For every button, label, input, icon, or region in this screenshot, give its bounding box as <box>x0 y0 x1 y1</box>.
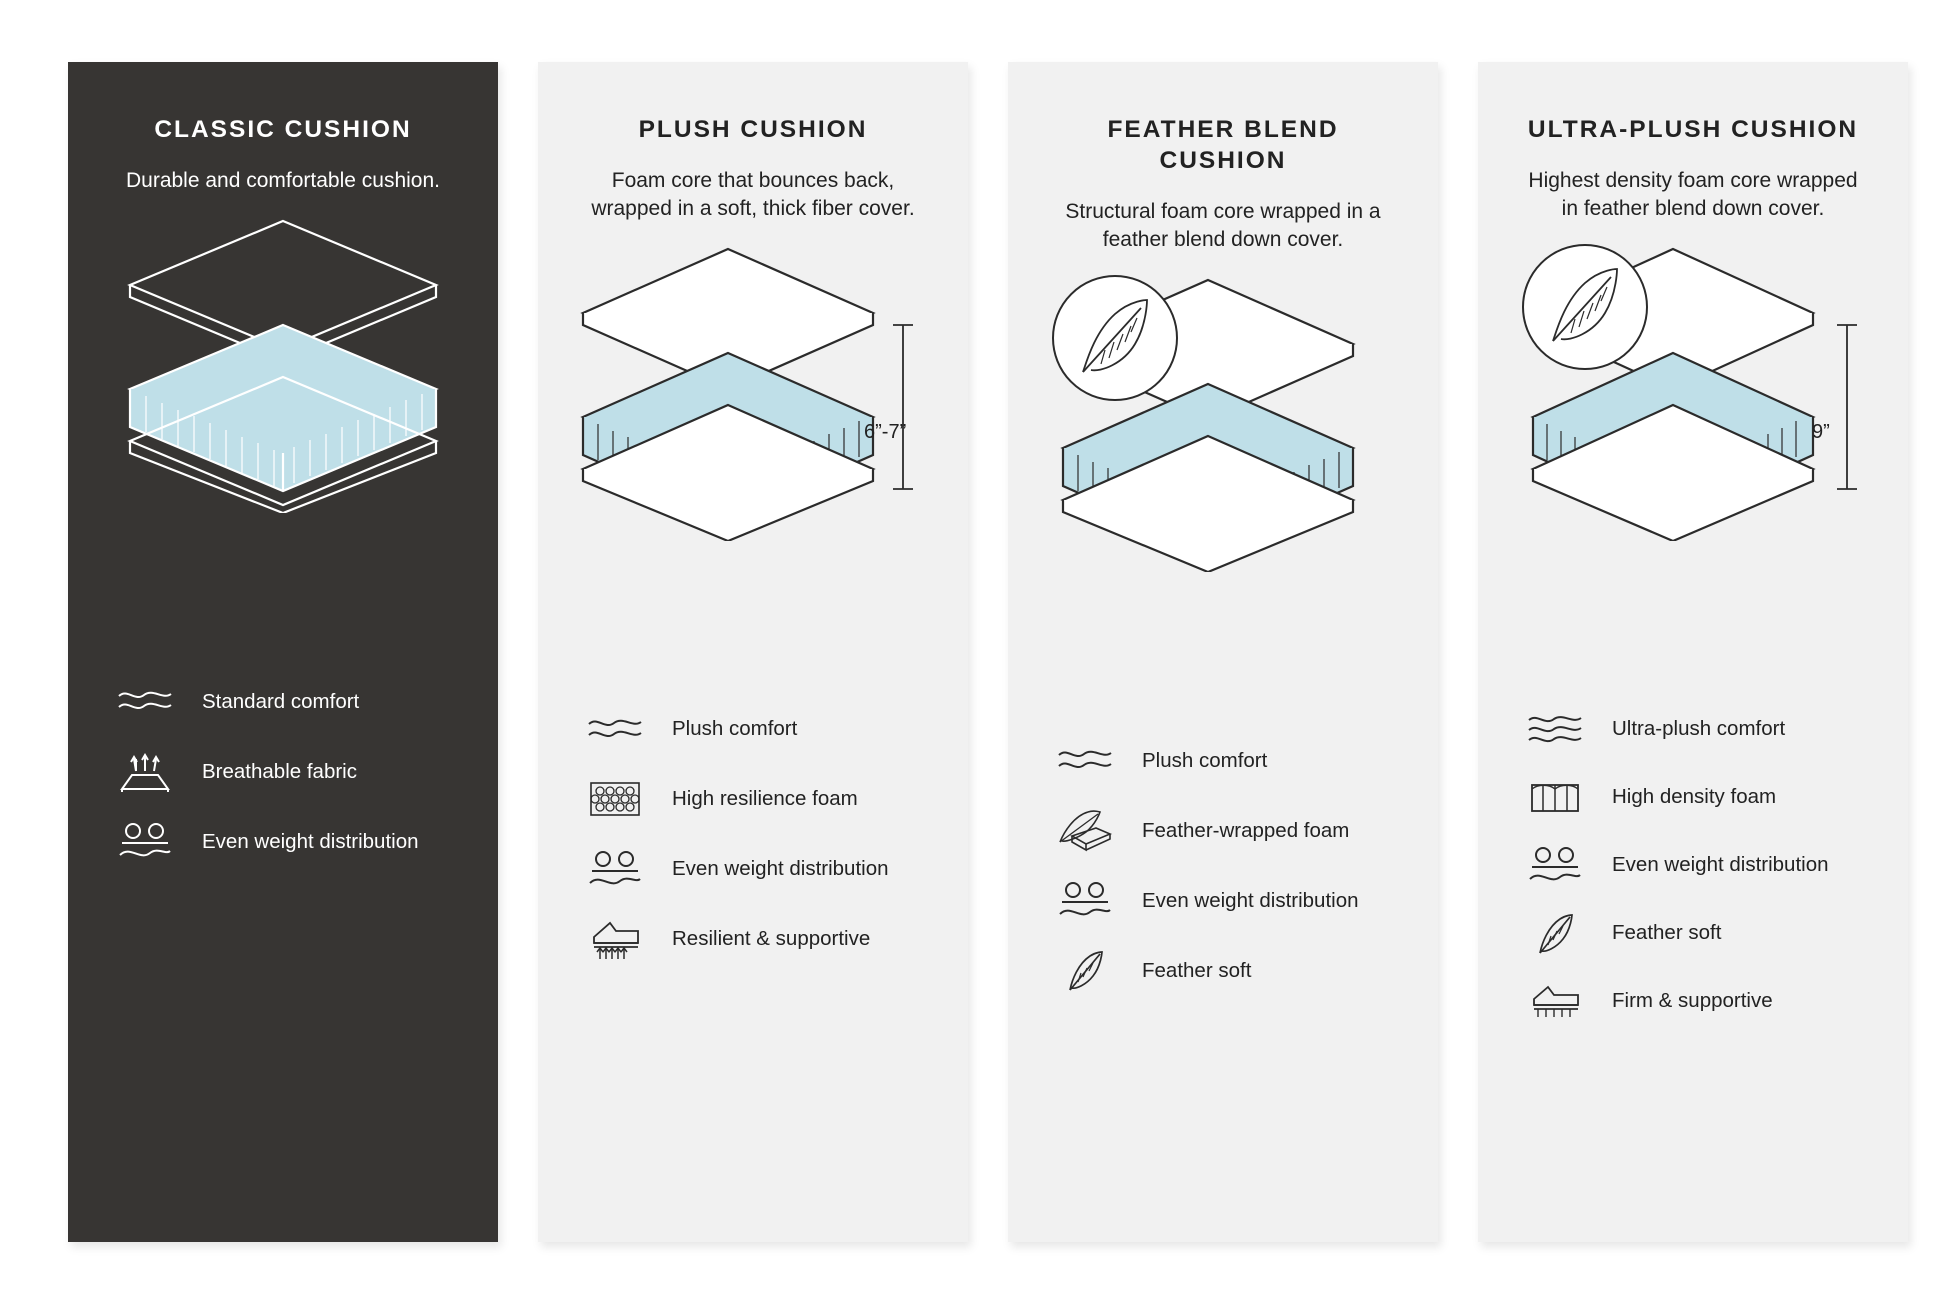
feature-item <box>584 845 934 893</box>
feather-wrapped-foam-icon <box>1054 806 1116 854</box>
wave-lines-icon <box>1524 705 1586 753</box>
feature-label: Resilient & supportive <box>672 927 871 951</box>
dimension-label: 6”-7” <box>864 420 907 443</box>
breathable-fabric-icon <box>114 747 176 795</box>
foam-core-layer <box>130 325 436 491</box>
cushion-card-classic-cushion[interactable] <box>68 62 498 1242</box>
feature-label: High resilience foam <box>672 787 858 811</box>
dimension-label: 9” <box>1812 420 1830 443</box>
cushion-card-feather-blend-cushion[interactable] <box>1008 62 1438 1242</box>
card-description: Highest density foam core wrapped in feather blend down cover. <box>1528 169 1858 221</box>
feature-label: Feather-wrapped foam <box>1142 818 1350 842</box>
feature-label: Feather soft <box>1142 958 1252 982</box>
wave-lines-icon <box>584 705 646 753</box>
feature-item <box>114 747 464 795</box>
feature-item <box>1054 806 1404 854</box>
wave-lines-icon <box>114 677 176 725</box>
feature-item <box>584 915 934 963</box>
exploded-cushion-illustration-feather-blend <box>1042 272 1404 702</box>
cushion-card-ultra-plush-cushion[interactable] <box>1478 62 1908 1242</box>
feather-icon <box>1524 909 1586 957</box>
wave-lines-icon <box>1054 736 1116 784</box>
feature-item <box>584 775 934 823</box>
card-title: FEATHER BLEND CUSHION <box>1107 116 1339 175</box>
feature-label: Even weight distribution <box>1612 853 1829 877</box>
feature-item <box>1524 705 1874 753</box>
feature-label: Standard comfort <box>202 689 360 713</box>
feature-label: Even weight distribution <box>1142 888 1359 912</box>
card-title: ULTRA-PLUSH CUSHION <box>1527 116 1859 143</box>
feature-item <box>1524 773 1874 821</box>
card-description: Durable and comfortable cushion. <box>125 169 440 193</box>
feature-label: Even weight distribution <box>202 829 419 853</box>
feature-item <box>1054 946 1404 994</box>
even-weight-distribution-icon <box>1054 876 1116 924</box>
feature-label: High density foam <box>1612 785 1777 809</box>
feature-list <box>1042 736 1404 994</box>
feather-badge <box>1053 276 1177 400</box>
feature-item <box>1524 909 1874 957</box>
even-weight-distribution-icon <box>584 845 646 893</box>
feature-item <box>584 705 934 753</box>
cushion-card-row <box>68 62 1908 1242</box>
card-title: PLUSH CUSHION <box>638 116 868 143</box>
even-weight-distribution-icon <box>1524 841 1586 889</box>
feature-list <box>102 677 464 865</box>
feature-label: Firm & supportive <box>1612 989 1773 1013</box>
feature-item <box>1524 841 1874 889</box>
card-description: Structural foam core wrapped in a feather blend down cover. <box>1065 200 1381 252</box>
exploded-cushion-illustration-classic <box>102 213 464 643</box>
feature-label: Plush comfort <box>1142 748 1268 772</box>
exploded-cushion-illustration-plush <box>572 241 934 671</box>
cushion-card-plush-cushion[interactable] <box>538 62 968 1242</box>
feature-list <box>572 705 934 963</box>
feature-item <box>114 677 464 725</box>
feature-item <box>1054 876 1404 924</box>
feature-item <box>114 817 464 865</box>
resilient-support-icon <box>584 915 646 963</box>
firm-support-icon <box>1524 977 1586 1025</box>
honeycomb-foam-icon <box>584 775 646 823</box>
card-description: Foam core that bounces back, wrapped in a soft, thick fiber cover. <box>591 169 915 221</box>
feature-label: Ultra-plush comfort <box>1612 717 1786 741</box>
exploded-cushion-illustration-ultra-plush <box>1512 241 1874 671</box>
dimension-bracket <box>1837 325 1857 489</box>
dimension-bracket <box>893 325 913 489</box>
feather-icon <box>1054 946 1116 994</box>
feather-badge <box>1523 245 1647 369</box>
feature-item <box>1054 736 1404 784</box>
feature-label: Breathable fabric <box>202 759 357 783</box>
feature-label: Even weight distribution <box>672 857 889 881</box>
card-title: CLASSIC CUSHION <box>154 116 412 143</box>
feature-list <box>1512 705 1874 1025</box>
even-weight-distribution-icon <box>114 817 176 865</box>
feature-label: Plush comfort <box>672 717 798 741</box>
high-density-foam-icon <box>1524 773 1586 821</box>
feature-item <box>1524 977 1874 1025</box>
feature-label: Feather soft <box>1612 921 1722 945</box>
